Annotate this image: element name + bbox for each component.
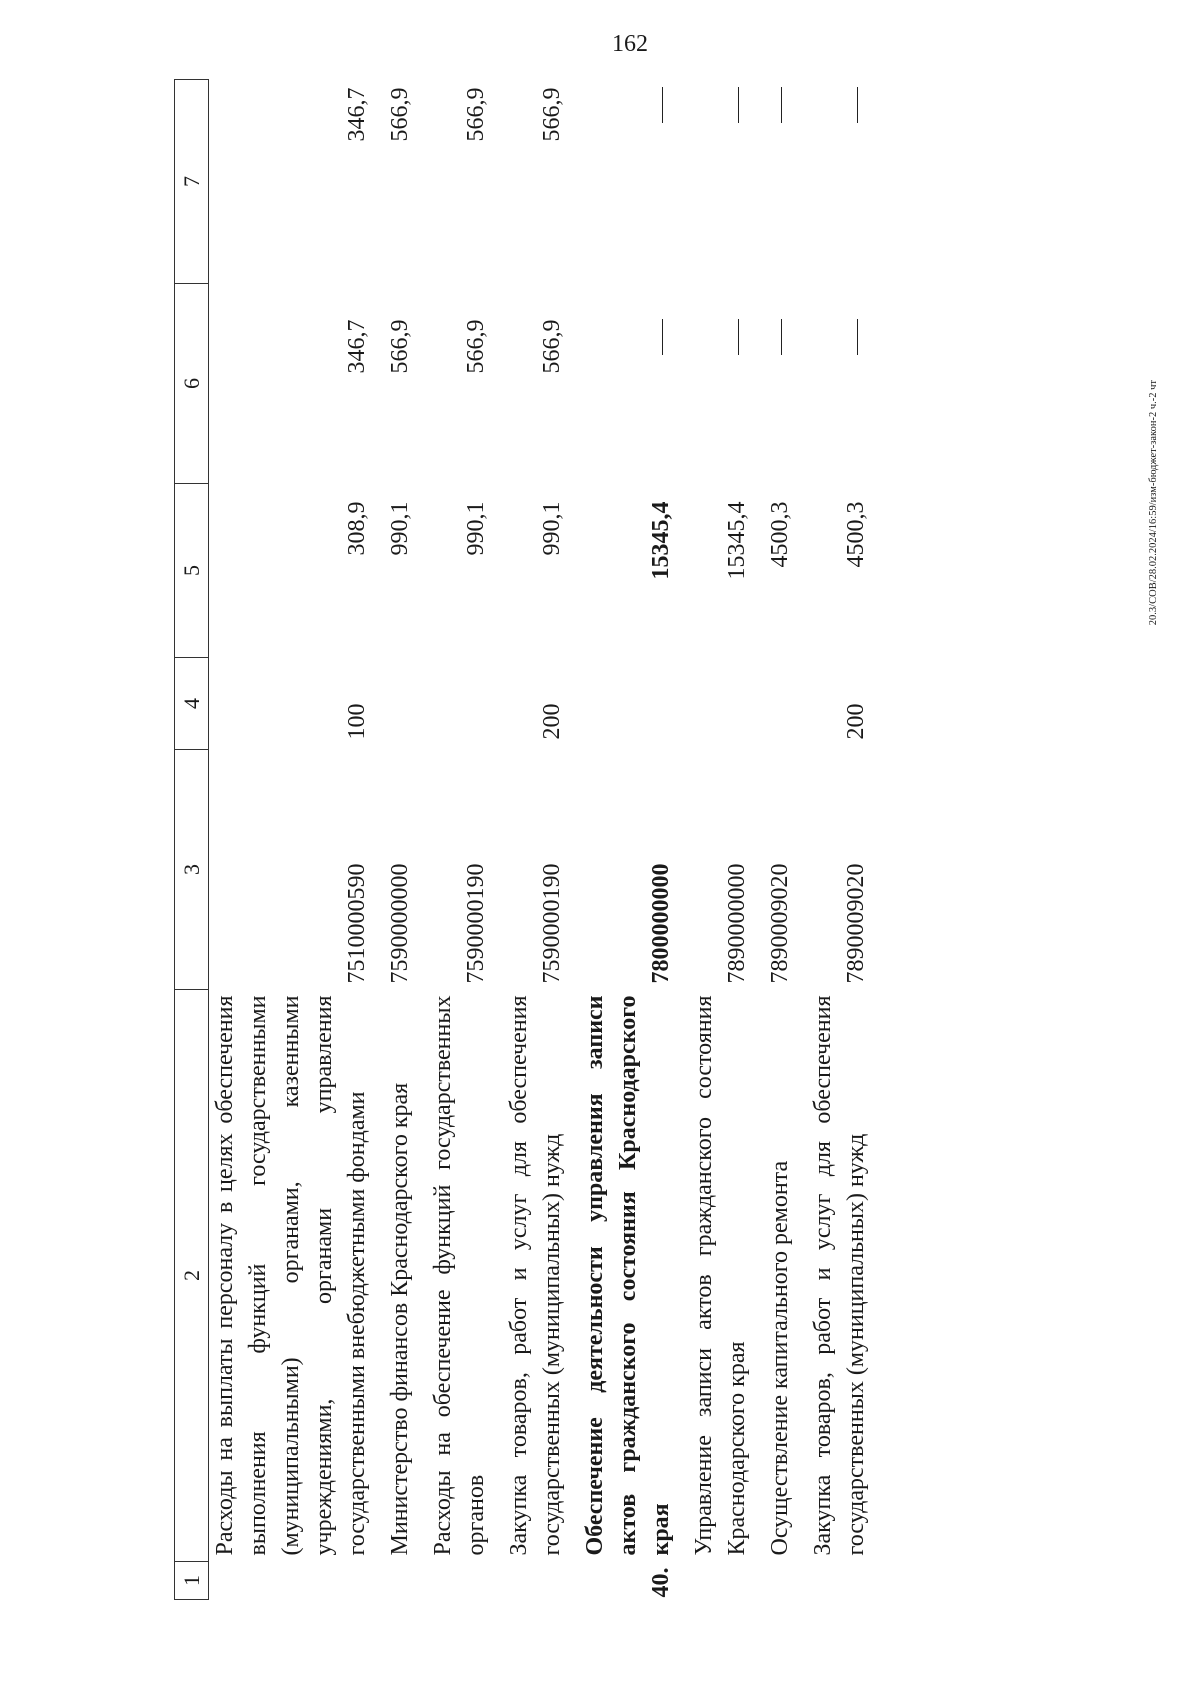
row-number [503, 1562, 579, 1600]
amount-column-7: 566,9 [387, 87, 413, 142]
amount-column-6 [764, 284, 807, 484]
amount-column-5: 15345,4 [648, 501, 674, 580]
target-article-code: 7590000000 [387, 863, 413, 984]
expense-name: Расходы на выплаты персоналу в целях обеспечения выполнения функций государственными (муниципальными) органами, казенными учреждениями, органами управления государственными внебюджетными фондами [212, 995, 370, 1556]
budget-table [174, 79, 883, 1600]
amount-column-7: 346,7 [344, 87, 370, 142]
no-value-dash [781, 88, 782, 124]
expense-name: Закупка товаров, работ и услуг для обеспечения государственных (муниципальных) нужд [810, 995, 869, 1556]
expense-name: Министерство финансов Краснодарского края [387, 1082, 413, 1556]
amount-column-6: 566,9 [387, 319, 413, 374]
expense-type-code: 200 [843, 703, 869, 740]
table-row [579, 80, 688, 1600]
row-number [209, 1562, 385, 1600]
amount-column-5: 4500,3 [843, 501, 869, 568]
column-number-4: 4 [175, 658, 209, 750]
amount-column-6 [807, 284, 883, 484]
column-number-5: 5 [175, 484, 209, 658]
amount-column-7 [579, 80, 688, 284]
target-article-code: 7590000190 [539, 863, 565, 984]
column-number-3: 3 [175, 750, 209, 990]
no-value-dash [662, 88, 663, 124]
amount-column-6 [579, 284, 688, 484]
target-article-code: 7890009020 [767, 863, 793, 984]
budget-table-body [209, 80, 884, 1600]
amount-column-5: 990,1 [539, 501, 565, 556]
document-footer-code [1148, 380, 1159, 626]
expense-type-code [688, 658, 764, 750]
row-number [764, 1562, 807, 1600]
no-value-dash [738, 88, 739, 124]
row-number [427, 1562, 503, 1600]
table-row [209, 80, 385, 1600]
column-number-6: 6 [175, 284, 209, 484]
target-article-code: 7890000000 [724, 863, 750, 984]
table-row [384, 80, 427, 1600]
table-row [427, 80, 503, 1600]
target-article-code: 7510000590 [344, 863, 370, 984]
expense-type-code [384, 658, 427, 750]
expense-type-code: 200 [539, 703, 565, 740]
target-article-code: 7800000000 [648, 863, 674, 984]
amount-column-5: 15345,4 [724, 501, 750, 580]
budget-table-wrapper [174, 80, 994, 1600]
amount-column-7: 566,9 [463, 87, 489, 142]
expense-type-code: 100 [344, 703, 370, 740]
amount-column-5: 990,1 [463, 501, 489, 556]
row-number [688, 1562, 764, 1600]
no-value-dash [781, 320, 782, 356]
amount-column-7 [807, 80, 883, 284]
footer-code-text: 20.3/СОВ/28.02.2024/16:59/изм-бюджет-закон-2 ч.-2 чт [1148, 380, 1159, 626]
amount-column-5: 308,9 [344, 501, 370, 556]
row-number: 40. [648, 1567, 674, 1598]
expense-name: Осуществление капитального ремонта [767, 1160, 793, 1556]
amount-column-7 [764, 80, 807, 284]
amount-column-6 [688, 284, 764, 484]
column-number-7: 7 [175, 80, 209, 284]
expense-type-code [579, 658, 688, 750]
row-number [384, 1562, 427, 1600]
expense-type-code [764, 658, 807, 750]
amount-column-6: 566,9 [463, 319, 489, 374]
expense-name: Управление записи актов гражданского состояния Краснодарского края [691, 995, 750, 1556]
no-value-dash [857, 88, 858, 124]
target-article-code: 7590000190 [463, 863, 489, 984]
column-number-2: 2 [175, 990, 209, 1562]
row-number [807, 1562, 883, 1600]
target-article-code: 7890009020 [843, 863, 869, 984]
expense-name: Расходы на обеспечение функций государственных органов [430, 995, 489, 1556]
amount-column-5: 990,1 [387, 501, 413, 556]
amount-column-6: 566,9 [539, 319, 565, 374]
column-number-1: 1 [175, 1562, 209, 1600]
expense-name: Обеспечение деятельности управления записи актов гражданского состояния Краснодарского края [582, 995, 674, 1556]
table-row [688, 80, 764, 1600]
amount-column-7: 566,9 [539, 87, 565, 142]
expense-type-code [427, 658, 503, 750]
no-value-dash [738, 320, 739, 356]
table-row [764, 80, 807, 1600]
expense-name: Закупка товаров, работ и услуг для обеспечения государственных (муниципальных) нужд [506, 995, 565, 1556]
table-row [503, 80, 579, 1600]
no-value-dash [857, 320, 858, 356]
table-row [807, 80, 883, 1600]
column-number-header-row [175, 80, 209, 1600]
no-value-dash [662, 320, 663, 356]
page-number: 162 [612, 31, 648, 57]
amount-column-5: 4500,3 [767, 501, 793, 568]
amount-column-7 [688, 80, 764, 284]
amount-column-6: 346,7 [344, 319, 370, 374]
